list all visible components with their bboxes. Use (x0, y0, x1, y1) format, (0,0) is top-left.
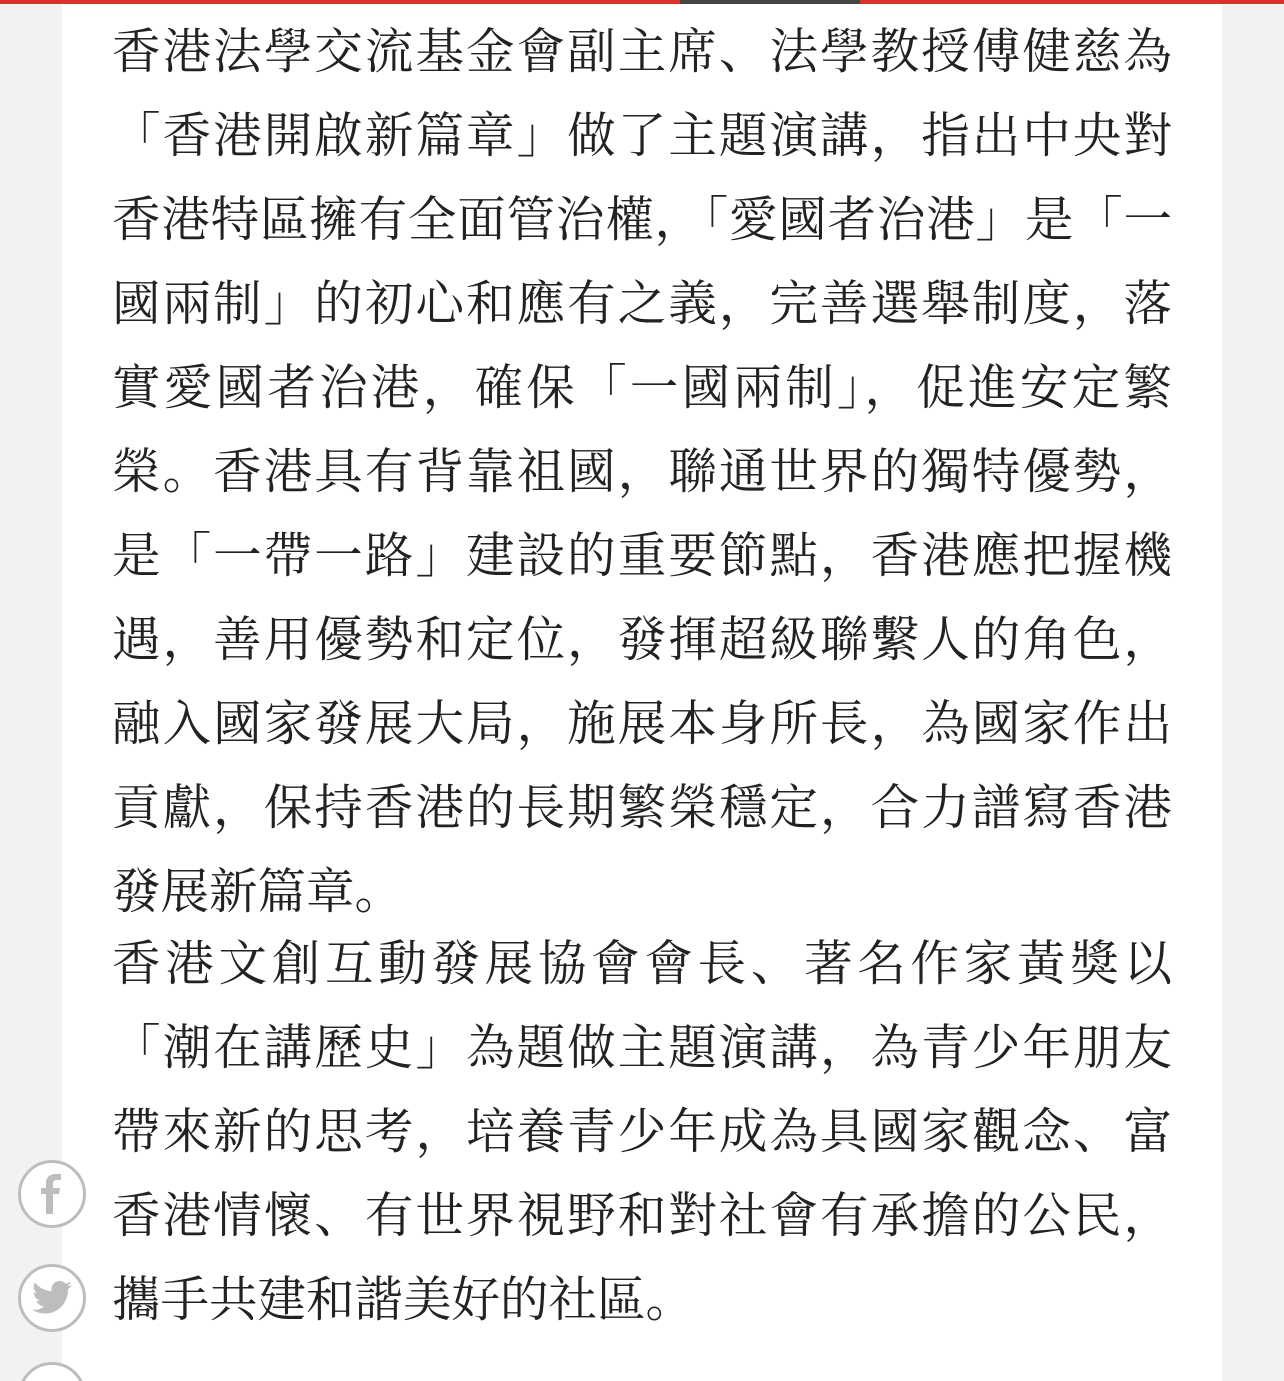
article-body (62, 4, 1222, 1381)
article-paragraph: 香港法學交流基金會副主席、法學教授傅健慈為「香港開啟新篇章」做了主題演講，指出中央對香港特區擁有全面管治權，「愛國者治港」是「一國兩制」的初心和應有之義，完善選舉制度，落實愛國者治港，確保「一國兩制」，促進安定繁榮。香港具有背靠祖國，聯通世界的獨特優勢，是「一帶一路」建設的重要節點，香港應把握機遇，善用優勢和定位，發揮超級聯繫人的角色，融入國家發展大局，施展本身所長，為國家作出貢獻，保持香港的長期繁榮穩定，合力譜寫香港發展新篇章。 (112, 24, 1172, 920)
facebook-icon (37, 1174, 67, 1214)
article-paragraph: 香港文創互動發展協會會長、著名作家黃獎以「潮在講歷史」為題做主題演講，為青少年朋友帶來新的思考，培養青少年成為具國家觀念、富香港情懷、有世界視野和對社會有承擔的公民，攜手共建和諧美好的社區。 (112, 936, 1172, 1328)
facebook-share-button[interactable] (18, 1160, 86, 1228)
twitter-icon (32, 1281, 72, 1315)
twitter-share-button[interactable] (18, 1264, 86, 1332)
